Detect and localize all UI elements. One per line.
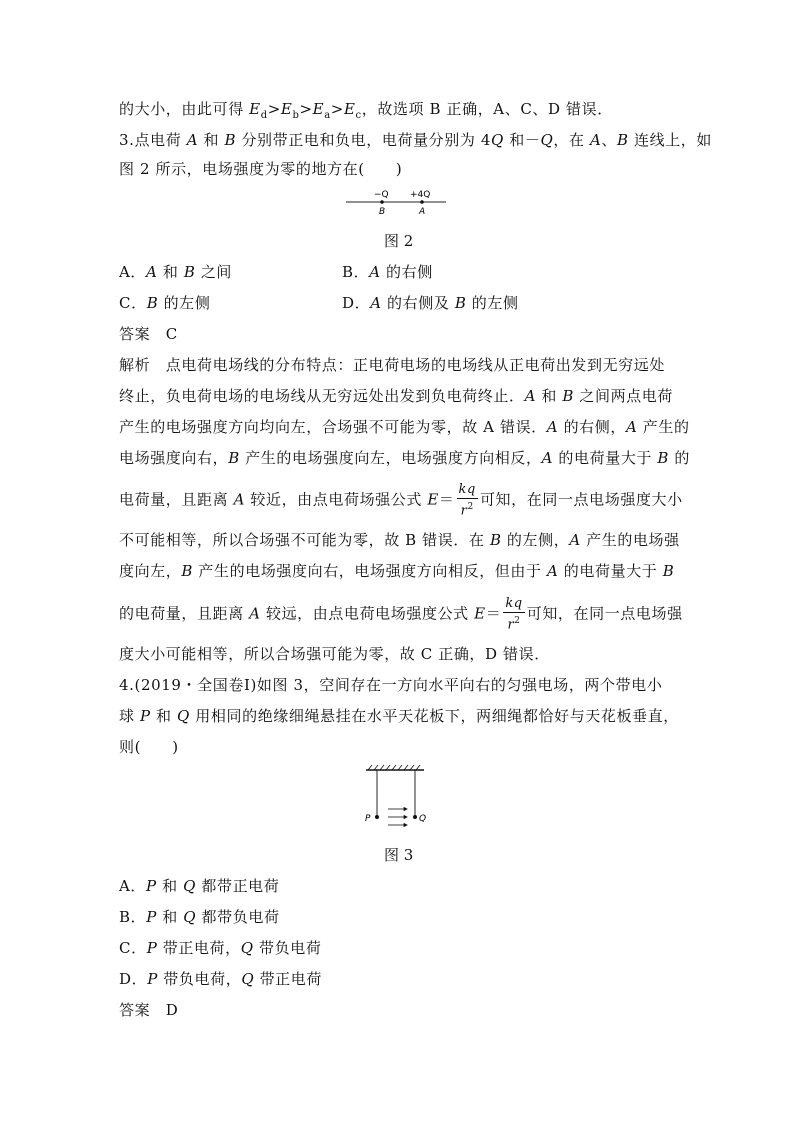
figure-2-caption: 图 2 (384, 232, 414, 250)
symbol: Q (177, 707, 190, 725)
symbol: B (183, 263, 196, 281)
text: 和 (150, 707, 178, 725)
text: 可知，在同一点电场强度大小 (479, 490, 683, 509)
text: 的右侧 (380, 263, 433, 281)
text: 不可能相等，所以合场强不可能为零，故 B 错误．在 (119, 531, 490, 549)
symbol: B (617, 131, 629, 149)
text: 的右侧及 (381, 294, 455, 312)
symbol: > (330, 100, 344, 118)
text: 和 (536, 387, 563, 405)
text: A． (119, 877, 147, 895)
text: ＝ (438, 490, 455, 509)
text: 产生的 (637, 418, 690, 436)
symbol: A (370, 294, 382, 312)
text: 的右侧， (558, 418, 626, 436)
label-point-a: A (419, 207, 426, 217)
text: ，在 (553, 131, 590, 149)
symbol: r (507, 617, 515, 633)
text: A． (119, 263, 147, 281)
text: 可知，在同一点电场强 (526, 604, 683, 623)
text: 产生的电场强度向右，电场强度方向相反，但由于 (193, 562, 547, 580)
text: 球 (119, 707, 140, 725)
text-line-prev-conclusion (119, 98, 613, 127)
text: 较远，由点电荷电场强度公式 (260, 604, 475, 623)
symbol: A (546, 418, 559, 436)
label-p: P (365, 814, 371, 824)
symbol: E (312, 100, 325, 118)
text: D． (119, 970, 148, 988)
text: 和 (156, 877, 184, 895)
q3-analysis-line2 (119, 385, 673, 407)
q4-option-d (119, 968, 322, 990)
symbol: B (657, 449, 670, 467)
text: B． (342, 263, 370, 281)
text: 和 (157, 263, 184, 281)
q3-option-c (119, 292, 210, 314)
text: C． (119, 939, 147, 957)
symbol: Q (183, 877, 196, 895)
figure-3-hanging-charges (362, 764, 432, 836)
symbol: A (233, 490, 246, 509)
q4-option-b (119, 906, 280, 928)
symbol: P (139, 707, 151, 725)
text: 带正电荷 (254, 970, 322, 988)
label-point-b: B (379, 207, 386, 217)
text: 产生的电场强度向左，电场强度方向相反， (239, 449, 542, 467)
symbol: P (147, 970, 158, 988)
symbol: A (369, 263, 381, 281)
figure-3-caption: 图 3 (384, 846, 414, 864)
text: D． (342, 294, 371, 312)
text: 的大小，由此可得 (119, 100, 250, 118)
formula-fraction (503, 596, 524, 633)
text: 度向左， (119, 562, 182, 580)
q3-analysis-line1: 解析 点电荷电场线的分布特点：正电荷电场的电场线从正电荷出发到无穷远处 (119, 356, 666, 374)
fraction-numerator: kq (505, 596, 523, 611)
q3-analysis-line9: 度大小可能相等，所以合场强可能为零，故 C 正确，D 错误． (119, 645, 550, 663)
label-pos-4q: +4Q (410, 190, 431, 200)
symbol: A (589, 131, 602, 149)
symbol: E (427, 490, 439, 509)
symbol: B (181, 562, 194, 580)
symbol: E (343, 100, 356, 118)
q3-option-a (119, 261, 232, 283)
text: 带负电荷 (253, 939, 322, 957)
text: 电场强度向右， (119, 449, 229, 467)
superscript: 2 (514, 616, 521, 626)
symbol: B (489, 531, 502, 549)
text: 的左侧， (501, 531, 570, 549)
formula-fraction (457, 482, 478, 519)
text: 终止，负电荷电场的电场线从无穷远处出发到负电荷终止． (119, 387, 525, 405)
label-neg-q: −Q (374, 190, 389, 200)
text: 3.点电荷 (119, 131, 187, 149)
symbol: A (186, 131, 199, 149)
symbol: A (541, 449, 554, 467)
text: 都带负电荷 (196, 908, 280, 926)
charge-b-dot (380, 200, 384, 204)
q4-stem-line3: 则( ) (119, 738, 179, 756)
charge-a-dot (420, 200, 424, 204)
text: 之间 (195, 263, 233, 281)
symbol: A (249, 604, 261, 623)
symbol: A (546, 562, 559, 580)
figure-2-charges-diagram (340, 188, 450, 218)
text: B． (119, 908, 147, 926)
text: 产生的电场强度方向均向左，合场强不可能为零，故 A 错误． (119, 418, 547, 436)
superscript: 2 (467, 502, 474, 512)
q3-analysis-line4 (119, 447, 690, 469)
q4-option-c (119, 937, 321, 959)
field-arrows (388, 808, 407, 827)
symbol: Q (540, 131, 554, 149)
text: 连线上，如 (628, 131, 712, 149)
symbol: E (249, 100, 261, 118)
text: 带正电荷， (157, 939, 241, 957)
symbol: B (146, 294, 159, 312)
q3-analysis-line8 (119, 596, 683, 633)
q4-option-a (119, 875, 279, 897)
symbol: A (569, 531, 581, 549)
symbol: Q (183, 908, 197, 926)
text: 产生的电场强 (580, 531, 680, 549)
subscript: d (260, 110, 268, 121)
ball-q (413, 815, 417, 819)
text: 和 (156, 908, 184, 926)
text: 带负电荷， (157, 970, 242, 988)
symbol: Q (241, 970, 255, 988)
ball-p (375, 815, 379, 819)
symbol: B (228, 449, 240, 467)
fraction-denominator (503, 613, 524, 633)
symbol: A (524, 387, 537, 405)
text: 的电荷量大于 (553, 449, 658, 467)
text: 和 (198, 131, 225, 149)
q4-stem-line2 (119, 705, 679, 727)
symbol: r (460, 503, 468, 519)
text: 的电荷量，且距离 (119, 604, 250, 623)
q3-stem-line1 (119, 129, 712, 151)
q4-answer: 答案 D (119, 1001, 179, 1019)
text: 电荷量，且距离 (119, 490, 234, 509)
text: 的电荷量大于 (558, 562, 663, 580)
symbol: > (299, 100, 313, 118)
q3-option-b (342, 261, 433, 283)
symbol: B (562, 387, 575, 405)
text: C． (119, 294, 147, 312)
symbol: P (146, 939, 158, 957)
q3-analysis-line6 (119, 529, 680, 551)
text: 的 (669, 449, 690, 467)
text: 之间两点电荷 (574, 387, 673, 405)
symbol: B (224, 131, 237, 149)
q3-option-d (342, 292, 519, 314)
subscript: a (324, 110, 331, 121)
q3-analysis-line3 (119, 416, 690, 438)
q4-stem-line1: 4.(2019・全国卷Ⅰ)如图 3，空间存在一方向水平向右的匀强电场，两个带电小 (119, 676, 663, 694)
text: ，故选项 B 正确，A、C、D 错误． (361, 100, 613, 118)
symbol: E (474, 604, 486, 623)
symbol: > (267, 100, 281, 118)
subscript: c (355, 110, 362, 121)
symbol: B (454, 294, 467, 312)
q3-analysis-line5 (119, 482, 683, 519)
text: 分别带正电和负电，电荷量分别为 4 (236, 131, 491, 149)
text: 、 (601, 131, 617, 149)
symbol: P (146, 877, 157, 895)
text: 较近，由点电荷场强公式 (245, 490, 428, 509)
text: 和－ (503, 131, 541, 149)
text: ＝ (485, 604, 502, 623)
q3-answer: 答案 C (119, 325, 178, 343)
symbol: Q (240, 939, 254, 957)
symbol: A (626, 418, 638, 436)
fraction-denominator (457, 499, 478, 519)
fraction-numerator: kq (458, 482, 476, 497)
symbol: B (662, 562, 675, 580)
symbol: A (146, 263, 158, 281)
symbol: E (280, 100, 293, 118)
text: 用相同的绝缘细绳悬挂在水平天花板下，两细绳都恰好与天花板垂直， (189, 707, 679, 725)
q3-analysis-line7 (119, 560, 674, 582)
q3-stem-line2: 图 2 所示，电场强度为零的地方在( ) (119, 160, 403, 178)
symbol: P (146, 908, 157, 926)
label-q: Q (419, 814, 427, 824)
symbol: Q (490, 131, 504, 149)
text: 都带正电荷 (196, 877, 280, 895)
subscript: b (292, 110, 300, 121)
text: 的左侧 (158, 294, 211, 312)
text: 的左侧 (466, 294, 519, 312)
